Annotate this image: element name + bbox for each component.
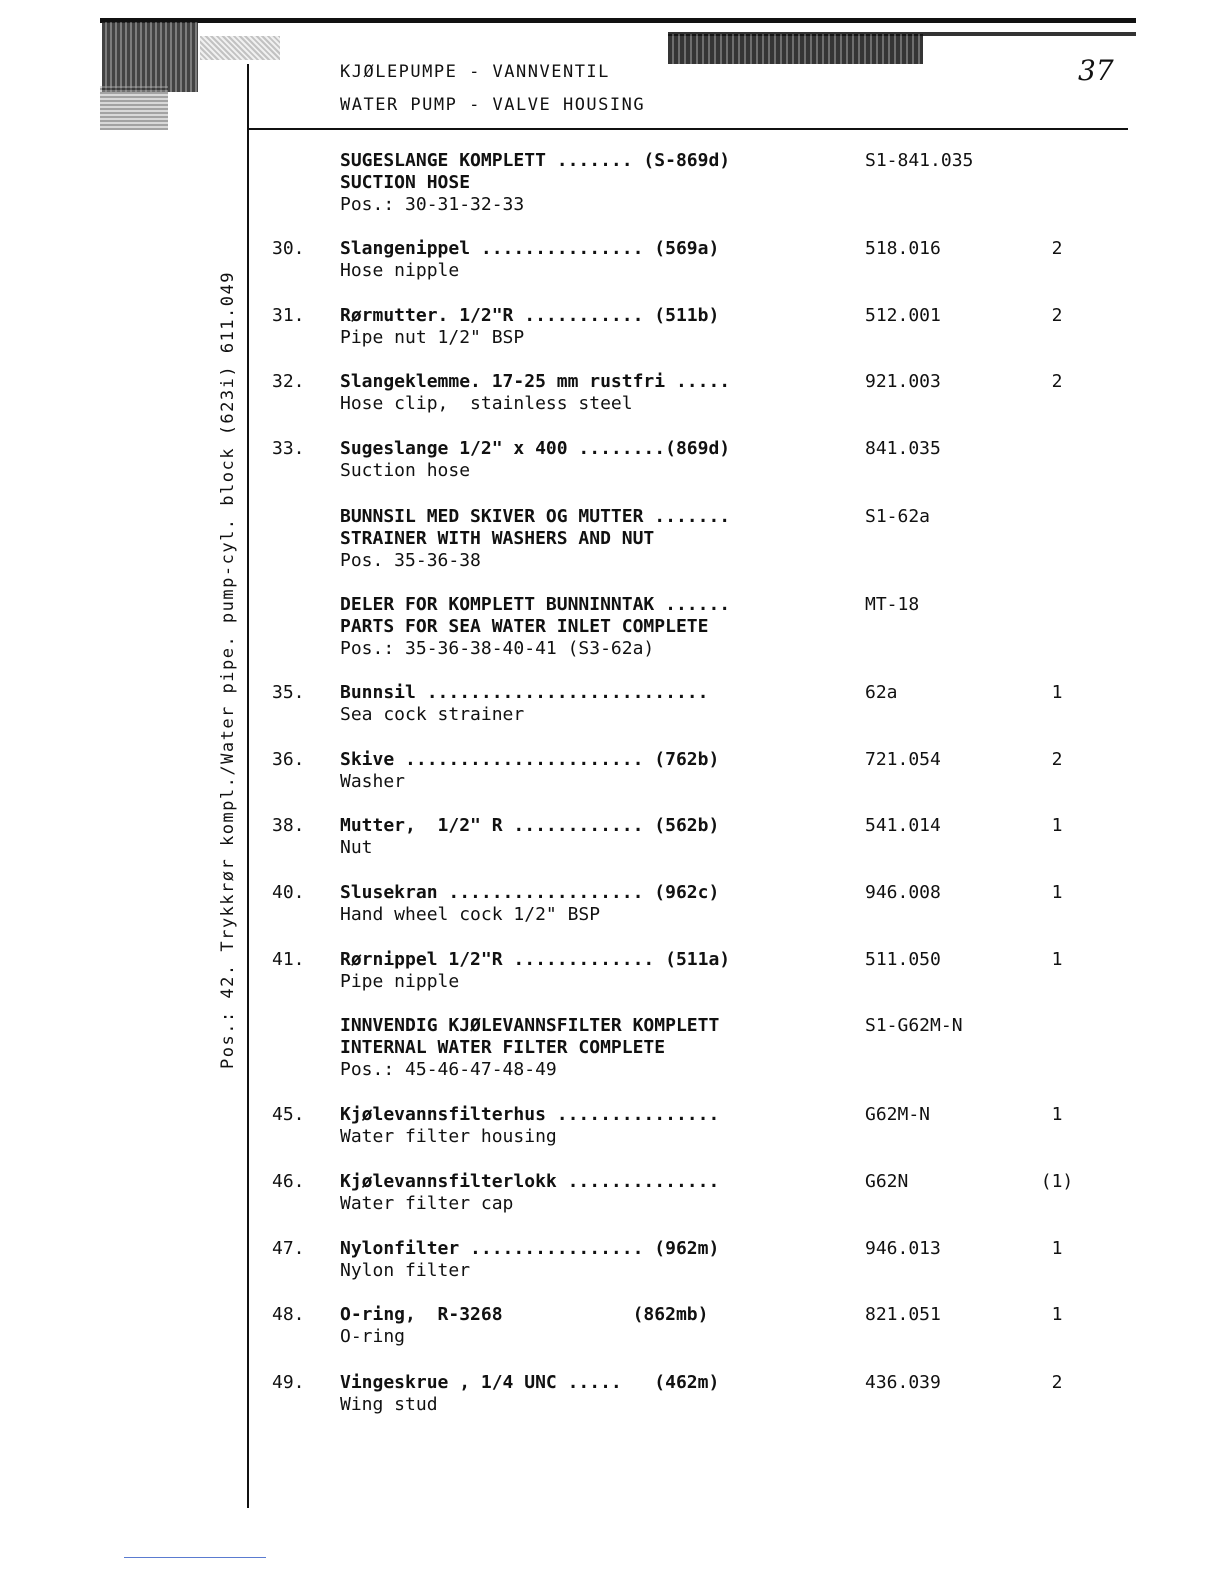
part-number: 512.001 [865,305,941,326]
description-line: Sugeslange 1/2" x 400 ........(869d) [340,438,731,459]
quantity: 1 [1051,949,1063,970]
position-number: 49. [272,1372,305,1393]
part-number: G62M-N [865,1104,931,1125]
top-rule [100,18,1136,23]
description-line: SUCTION HOSE [340,172,471,193]
part-number: MT-18 [865,594,920,615]
part-number: S1-G62M-N [865,1015,963,1036]
description-line: Vingeskrue , 1/4 UNC ..... (462m) [340,1372,720,1393]
description-line: Nut [340,837,373,858]
position-number: 38. [272,815,305,836]
part-number: S1-62a [865,506,931,527]
description-line: Sea cock strainer [340,704,525,725]
description-line: Hose nipple [340,260,460,281]
part-description [340,371,730,415]
position-number: 31. [272,305,305,326]
scan-blot [102,22,198,92]
part-description [340,238,719,282]
description-line: Kjølevannsfilterhus ............... [340,1104,720,1125]
part-description [340,1015,719,1081]
quantity: 2 [1051,1372,1063,1393]
title-english: WATER PUMP - VALVE HOUSING [340,95,646,115]
part-description [340,305,719,349]
description-line: Nylon filter [340,1260,471,1281]
description-line: BUNNSIL MED SKIVER OG MUTTER ....... [340,506,731,527]
vertical-rule [247,64,249,1508]
part-description [340,1238,719,1282]
part-number: S1-841.035 [865,150,974,171]
title-norwegian: KJØLEPUMPE - VANNVENTIL [340,62,610,82]
description-line: Pos.: 35-36-38-40-41 (S3-62a) [340,638,655,659]
description-line: INNVENDIG KJØLEVANNSFILTER KOMPLETT [340,1015,720,1036]
description-line: O-ring [340,1326,406,1347]
part-number: 946.008 [865,882,941,903]
quantity: 2 [1051,305,1063,326]
quantity: 2 [1051,238,1063,259]
part-number: 821.051 [865,1304,941,1325]
quantity: 1 [1051,1238,1063,1259]
scan-blot [668,34,923,64]
description-line: Suction hose [340,460,471,481]
position-number: 35. [272,682,305,703]
description-line: Slangeklemme. 17-25 mm rustfri ..... [340,371,731,392]
description-line: Water filter housing [340,1126,557,1147]
quantity: 2 [1051,371,1063,392]
description-line: Skive ...................... (762b) [340,749,720,770]
part-number: 946.013 [865,1238,941,1259]
part-description [340,150,730,216]
description-line: PARTS FOR SEA WATER INLET COMPLETE [340,616,709,637]
description-line: SUGESLANGE KOMPLETT ....... (S-869d) [340,150,731,171]
part-description [340,506,730,572]
quantity: 2 [1051,749,1063,770]
description-line: Pos.: 45-46-47-48-49 [340,1059,557,1080]
description-line: Rørnippel 1/2"R ............. (511a) [340,949,731,970]
quantity: 1 [1051,1304,1063,1325]
part-description [340,1104,719,1148]
quantity: (1) [1040,1171,1074,1192]
part-description [340,1372,719,1416]
description-line: Washer [340,771,406,792]
quantity: 1 [1051,815,1063,836]
quantity: 1 [1051,682,1063,703]
part-number: 921.003 [865,371,941,392]
part-description [340,949,730,993]
description-line: Slusekran .................. (962c) [340,882,720,903]
position-number: 48. [272,1304,305,1325]
part-description [340,1304,708,1348]
part-number: 62a [865,682,898,703]
description-line: Slangenippel ............... (569a) [340,238,720,259]
quantity: 1 [1051,1104,1063,1125]
position-number: 41. [272,949,305,970]
part-description [340,1171,719,1215]
description-line: Water filter cap [340,1193,514,1214]
part-number: 511.050 [865,949,941,970]
part-number: 436.039 [865,1372,941,1393]
description-line: Mutter, 1/2" R ............ (562b) [340,815,720,836]
description-line: Pos.: 30-31-32-33 [340,194,525,215]
position-number: 46. [272,1171,305,1192]
description-line: Kjølevannsfilterlokk .............. [340,1171,720,1192]
header-rule [248,128,1128,130]
position-number: 47. [272,1238,305,1259]
position-number: 40. [272,882,305,903]
description-line: Wing stud [340,1394,438,1415]
bottom-link-underline [124,1557,266,1558]
page-number: 37 [1078,54,1114,87]
side-caption: Pos.: 42. Trykkrør kompl./Water pipe. pump-cyl. block (623i) 611.049 [218,271,238,1069]
description-line: Rørmutter. 1/2"R ........... (511b) [340,305,720,326]
position-number: 45. [272,1104,305,1125]
description-line: Bunnsil .......................... [340,682,709,703]
part-number: 841.035 [865,438,941,459]
description-line: Pipe nipple [340,971,460,992]
position-number: 33. [272,438,305,459]
description-line: DELER FOR KOMPLETT BUNNINNTAK ...... [340,594,731,615]
part-number: 721.054 [865,749,941,770]
scan-blot [100,86,168,130]
position-number: 32. [272,371,305,392]
part-description [340,815,719,859]
part-description [340,682,708,726]
part-description [340,594,730,660]
description-line: Pipe nut 1/2" BSP [340,327,525,348]
part-number: 518.016 [865,238,941,259]
scan-blot [200,36,280,60]
position-number: 30. [272,238,305,259]
part-description [340,749,719,793]
quantity: 1 [1051,882,1063,903]
description-line: Hand wheel cock 1/2" BSP [340,904,601,925]
description-line: STRAINER WITH WASHERS AND NUT [340,528,655,549]
description-line: Hose clip, stainless steel [340,393,633,414]
description-line: INTERNAL WATER FILTER COMPLETE [340,1037,666,1058]
part-description [340,438,730,482]
part-number: G62N [865,1171,909,1192]
position-number: 36. [272,749,305,770]
description-line: Nylonfilter ................ (962m) [340,1238,720,1259]
description-line: O-ring, R-3268 (862mb) [340,1304,709,1325]
part-number: 541.014 [865,815,941,836]
description-line: Pos. 35-36-38 [340,550,481,571]
part-description [340,882,719,926]
